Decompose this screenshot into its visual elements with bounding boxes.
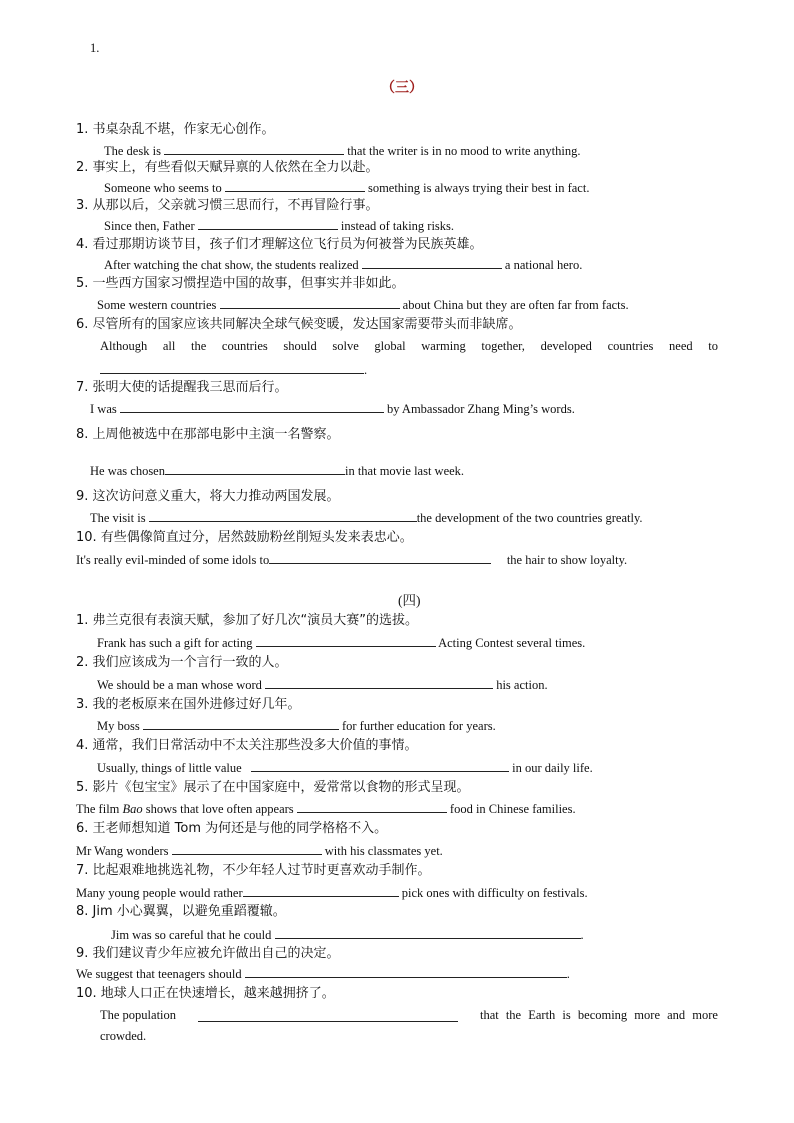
section-3-heading: （三） [381,81,423,96]
s3-q2-english: Someone who seems to something is always trying their best in fact. [104,181,590,195]
answer-blank[interactable] [269,551,491,564]
s3-q6-english-line2: . [100,361,367,378]
s4-q3-english: My boss for further education for years. [97,719,496,733]
s3-q10-english: It's really evil-minded of some idols to the hair to show loyalty. [76,553,628,567]
s4-q1-english: Frank has such a gift for acting Acting Contest several times. [97,636,586,650]
s3-q3-english: Since then, Father instead of taking risks. [104,219,455,233]
s4-q4-chinese: 4. 通常，我们日常活动中不太关注那些没多大价值的事情。 [76,738,418,753]
top-number: 1. [90,41,100,55]
s4-q5-english: The film Bao shows that love often appears food in Chinese families. [76,802,576,816]
s3-q7-english: I was by Ambassador Zhang Ming’s words. [90,402,575,416]
s3-q1-chinese: 1. 书桌杂乱不堪，作家无心创作。 [76,122,275,137]
s3-q4-english: After watching the chat show, the students realized a national hero. [104,258,583,272]
answer-blank[interactable] [265,676,493,689]
s3-q7-chinese: 7. 张明大使的话提醒我三思而后行。 [76,380,288,395]
s3-q9-chinese: 9. 这次访问意义重大，将大力推动两国发展。 [76,489,340,504]
answer-blank[interactable] [100,361,364,374]
s3-q5-english: Some western countries about China but they are often far from facts. [97,298,629,312]
s4-q9-english: We suggest that teenagers should . [76,967,570,981]
s3-q10-chinese: 10. 有些偶像简直过分，居然鼓励粉丝削短头发来表忠心。 [76,530,413,545]
s4-q8-chinese: 8. Jim 小心翼翼，以避免重蹈覆辙。 [76,904,286,919]
answer-blank[interactable] [220,296,400,309]
answer-blank[interactable] [256,634,436,647]
s3-q6-english: Although all the countries should solve global warming together, developed countries need to [100,339,718,353]
answer-blank[interactable] [245,965,567,978]
section-4-heading: (四) [398,593,421,608]
answer-blank[interactable] [172,842,322,855]
s3-q6-chinese: 6. 尽管所有的国家应该共同解决全球气候变暖，发达国家需要带头而非缺席。 [76,317,522,332]
answer-blank[interactable] [149,509,417,522]
s4-q8-english: Jim was so careful that he could . [111,928,584,942]
answer-blank[interactable] [164,142,344,155]
s4-q3-chinese: 3. 我的老板原来在国外进修过好几年。 [76,697,301,712]
s4-q10-english: The population that the Earth is becoming more and more [100,1008,718,1022]
s3-q4-chinese: 4. 看过那期访谈节目，孩子们才理解这位飞行员为何被誉为民族英雄。 [76,237,483,252]
s4-q6-english: Mr Wang wonders with his classmates yet. [76,844,443,858]
answer-blank[interactable] [165,462,345,475]
answer-blank[interactable] [362,256,502,269]
s4-q7-english: Many young people would rather pick ones with difficulty on festivals. [76,886,588,900]
answer-blank[interactable] [143,717,339,730]
s4-q1-chinese: 1. 弗兰克很有表演天赋，参加了好几次“演员大赛”的选拔。 [76,613,419,628]
s3-q9-english: The visit is the development of the two countries greatly. [90,511,643,525]
answer-blank[interactable] [198,1009,458,1022]
s4-q4-english: Usually, things of little value in our daily life. [97,761,593,775]
answer-blank[interactable] [297,800,447,813]
s4-q2-chinese: 2. 我们应该成为一个言行一致的人。 [76,655,288,670]
s3-q8-chinese: 8. 上周他被选中在那部电影中主演一名警察。 [76,427,340,442]
s3-q3-chinese: 3. 从那以后，父亲就习惯三思而行，不再冒险行事。 [76,198,379,213]
s3-q1-english: The desk is that the writer is in no mood to write anything. [104,144,581,158]
s4-q5-chinese: 5. 影片《包宝宝》展示了在中国家庭中，爱常常以食物的形式呈现。 [76,780,470,795]
answer-blank[interactable] [120,400,384,413]
s3-q5-chinese: 5. 一些西方国家习惯捏造中国的故事，但事实并非如此。 [76,276,405,291]
s4-q7-chinese: 7. 比起艰难地挑选礼物，不少年轻人过节时更喜欢动手制作。 [76,863,431,878]
s4-q10-chinese: 10. 地球人口正在快速增长，越来越拥挤了。 [76,986,335,1001]
s4-q10-english-line2: crowded. [100,1029,147,1043]
answer-blank[interactable] [275,926,581,939]
s3-q2-chinese: 2. 事实上，有些看似天赋异禀的人依然在全力以赴。 [76,160,379,175]
answer-blank[interactable] [198,217,338,230]
s3-q8-english: He was chosen in that movie last week. [90,464,465,478]
answer-blank[interactable] [225,179,365,192]
s4-q6-chinese: 6. 王老师想知道 Tom 为何还是与他的同学格格不入。 [76,821,388,836]
answer-blank[interactable] [243,884,399,897]
s4-q2-english: We should be a man whose word his action. [97,678,548,692]
s4-q9-chinese: 9. 我们建议青少年应被允许做出自己的决定。 [76,946,340,961]
answer-blank[interactable] [251,759,509,772]
